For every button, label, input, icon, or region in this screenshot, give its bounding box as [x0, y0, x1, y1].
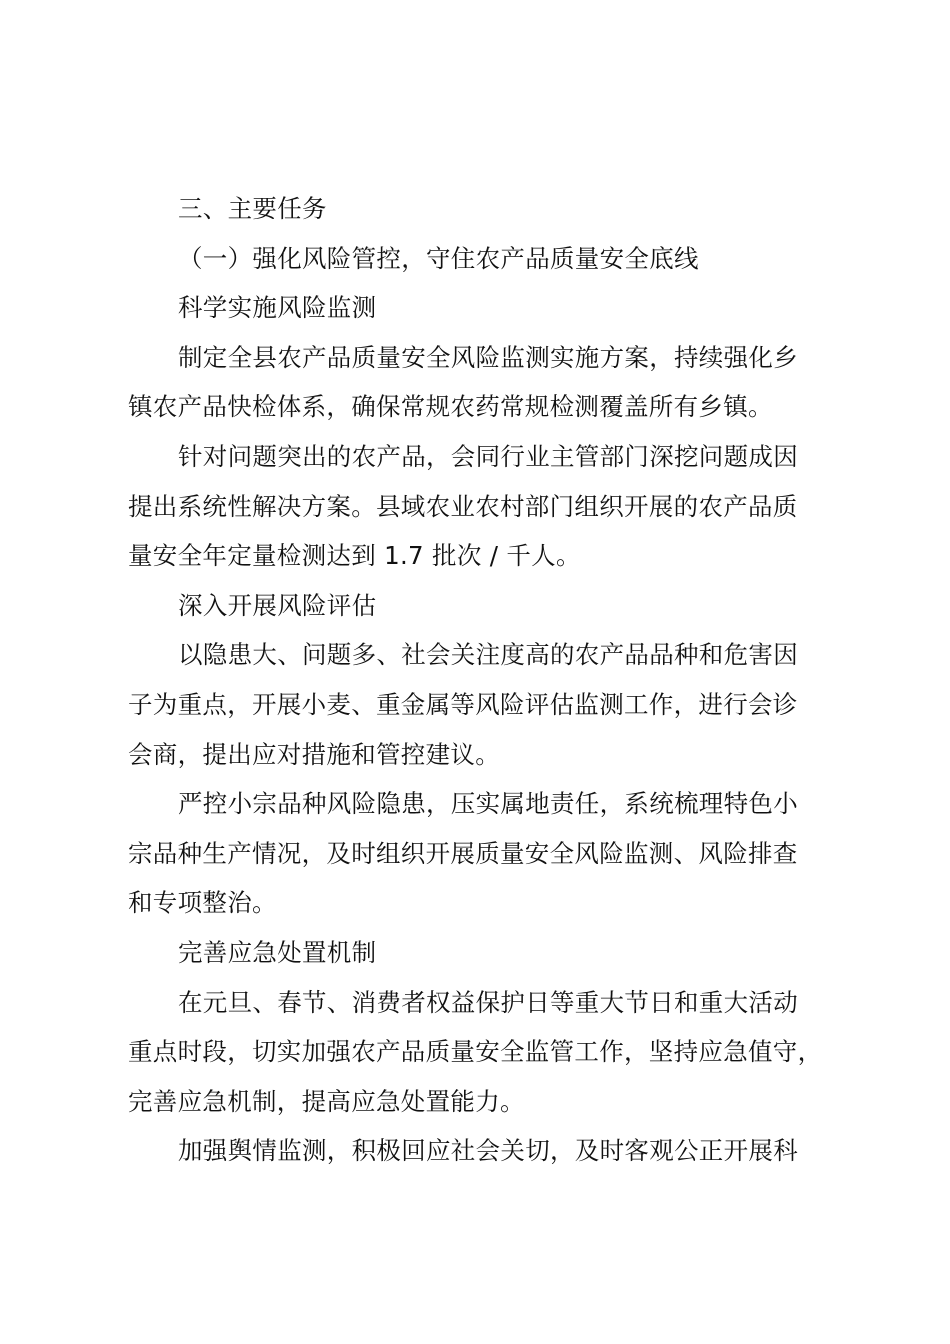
paragraph-line: 量安全年定量检测达到 1.7 批次 / 千人。	[128, 541, 581, 571]
paragraph-line: 和专项整治。	[128, 888, 277, 918]
paragraph-line: 镇农产品快检体系，确保常规农药常规检测覆盖所有乡镇。	[128, 392, 773, 422]
item-heading: 科学实施风险监测	[178, 293, 377, 323]
paragraph-line: 以隐患大、问题多、社会关注度高的农产品品种和危害因	[178, 640, 798, 670]
paragraph-line: 子为重点，开展小麦、重金属等风险评估监测工作，进行会诊	[128, 689, 798, 719]
paragraph-line: 完善应急机制，提高应急处置能力。	[128, 1086, 525, 1116]
item-heading: 深入开展风险评估	[178, 590, 377, 620]
item-heading: 完善应急处置机制	[178, 937, 377, 967]
paragraph-line: 在元旦、春节、消费者权益保护日等重大节日和重大活动	[178, 987, 798, 1017]
paragraph-line: 会商，提出应对措施和管控建议。	[128, 739, 500, 769]
document-body	[128, 184, 844, 1176]
paragraph-line: 加强舆情监测，积极回应社会关切，及时客观公正开展科	[178, 1136, 798, 1166]
paragraph-line: 提出系统性解决方案。县域农业农村部门组织开展的农产品质	[128, 491, 798, 521]
paragraph-line: 针对问题突出的农产品，会同行业主管部门深挖问题成因	[178, 441, 798, 471]
paragraph-line: 重点时段，切实加强农产品质量安全监管工作，坚持应急值守，	[128, 1037, 823, 1067]
section-heading: 三、主要任务	[178, 194, 327, 223]
paragraph-line: 宗品种生产情况，及时组织开展质量安全风险监测、风险排查	[128, 838, 798, 868]
paragraph-line: 严控小宗品种风险隐患，压实属地责任，系统梳理特色小	[178, 789, 798, 819]
paragraph-line: 制定全县农产品质量安全风险监测实施方案，持续强化乡	[178, 342, 798, 372]
subsection-heading: （一）强化风险管控，守住农产品质量安全底线	[178, 243, 699, 273]
